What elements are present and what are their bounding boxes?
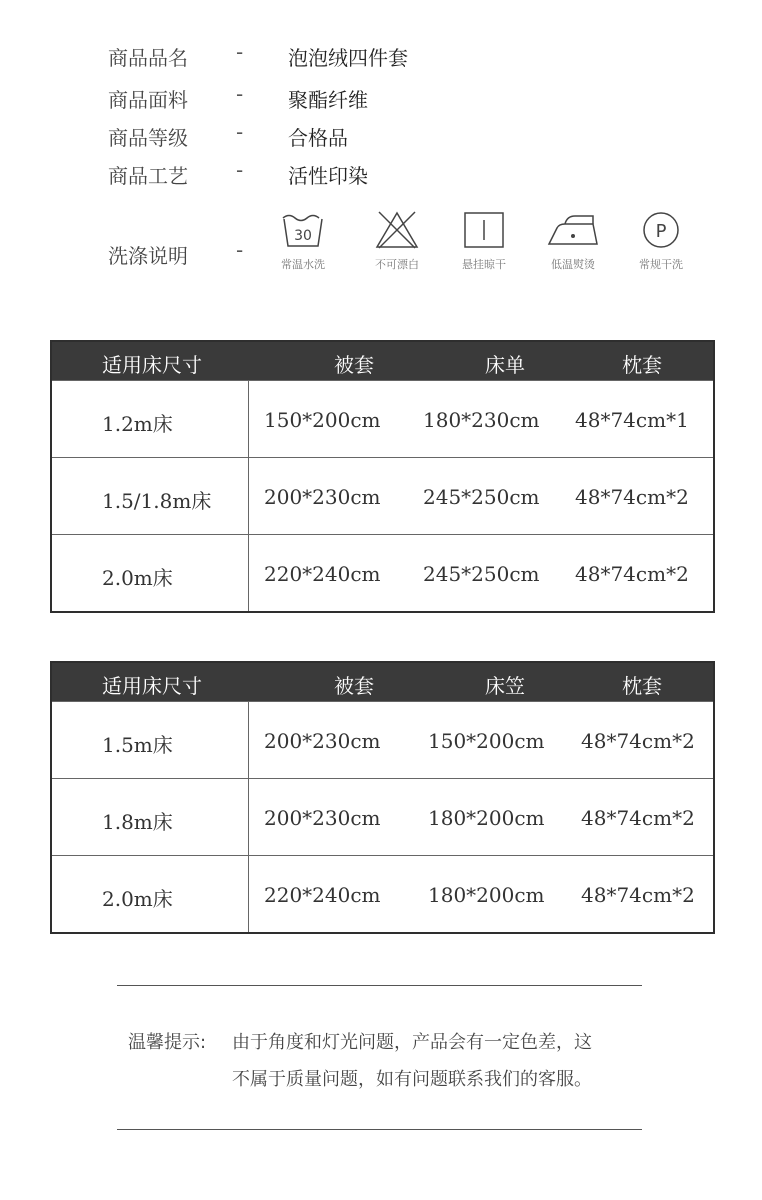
header-cell: 枕套 <box>622 674 662 698</box>
size-table-sheet <box>50 340 715 613</box>
tip-line: 不属于质量问题，如有问题联系我们的客服。 <box>232 1069 592 1090</box>
care-caption: 常规干洗 <box>639 258 683 271</box>
info-dash: - <box>236 120 244 144</box>
table-cell: 200*230cm <box>264 729 381 753</box>
table-cell: 1.8m床 <box>102 810 173 834</box>
care-item-no-bleach <box>357 210 437 272</box>
table-cell: 48*74cm*2 <box>575 562 689 586</box>
table-cell: 220*240cm <box>264 562 381 586</box>
table-row <box>52 701 713 778</box>
info-label: 商品工艺 <box>108 164 188 188</box>
table-cell: 48*74cm*2 <box>581 883 695 907</box>
size-table-fitted <box>50 661 715 934</box>
table-cell: 48*74cm*2 <box>581 806 695 830</box>
info-label: 商品面料 <box>108 88 188 112</box>
hang-dry-icon <box>444 210 524 250</box>
table-row <box>52 534 713 611</box>
table-cell: 48*74cm*2 <box>581 729 695 753</box>
tip-label: 温馨提示: <box>128 1032 207 1053</box>
table-cell: 48*74cm*1 <box>575 408 689 432</box>
header-cell: 适用床尺寸 <box>102 353 202 377</box>
care-label: 洗涤说明 <box>108 244 188 268</box>
table-cell: 200*230cm <box>264 806 381 830</box>
low-iron-icon <box>533 210 613 250</box>
info-value: 活性印染 <box>288 164 368 188</box>
table-cell: 180*230cm <box>423 408 540 432</box>
tip-line: 由于角度和灯光问题，产品会有一定色差，这 <box>232 1032 592 1053</box>
divider-top <box>117 985 642 986</box>
wash-temp: 30 <box>294 228 312 244</box>
table-cell: 200*230cm <box>264 485 381 509</box>
header-cell: 床笠 <box>485 674 525 698</box>
table-cell: 1.5m床 <box>102 733 173 757</box>
info-value: 合格品 <box>288 126 348 150</box>
info-value: 泡泡绒四件套 <box>288 46 408 70</box>
table-cell: 245*250cm <box>423 562 540 586</box>
table-cell: 245*250cm <box>423 485 540 509</box>
care-caption: 悬挂晾干 <box>462 258 506 271</box>
table-cell: 1.2m床 <box>102 412 173 436</box>
care-caption: 低温熨烫 <box>551 258 595 271</box>
table-row <box>52 778 713 855</box>
care-instructions <box>108 210 708 280</box>
care-item-hang-dry <box>444 210 524 272</box>
table-cell: 150*200cm <box>428 729 545 753</box>
info-value: 聚酯纤维 <box>288 88 368 112</box>
header-cell: 枕套 <box>622 353 662 377</box>
dry-clean-letter: P <box>655 221 667 242</box>
care-caption: 不可漂白 <box>375 258 419 271</box>
divider-bottom <box>117 1129 642 1130</box>
table-cell: 48*74cm*2 <box>575 485 689 509</box>
column-divider <box>248 380 249 611</box>
column-divider <box>248 701 249 932</box>
table-cell: 180*200cm <box>428 883 545 907</box>
table-header <box>52 342 713 380</box>
info-dash: - <box>236 40 244 64</box>
header-cell: 适用床尺寸 <box>102 674 202 698</box>
care-item-wash <box>263 210 343 272</box>
table-header <box>52 663 713 701</box>
dry-clean-p-icon <box>621 210 701 250</box>
info-dash: - <box>236 158 244 182</box>
header-cell: 被套 <box>334 353 374 377</box>
header-cell: 床单 <box>485 353 525 377</box>
header-cell: 被套 <box>334 674 374 698</box>
table-row <box>52 855 713 932</box>
table-cell: 180*200cm <box>428 806 545 830</box>
table-cell: 1.5/1.8m床 <box>102 489 212 513</box>
table-row <box>52 457 713 534</box>
wash-30-icon <box>263 210 343 250</box>
table-cell: 2.0m床 <box>102 566 173 590</box>
care-dash: - <box>236 238 244 262</box>
table-cell: 220*240cm <box>264 883 381 907</box>
care-item-dry-clean <box>621 210 701 272</box>
table-cell: 2.0m床 <box>102 887 173 911</box>
table-row <box>52 380 713 457</box>
table-cell: 150*200cm <box>264 408 381 432</box>
info-label: 商品等级 <box>108 126 188 150</box>
care-item-low-iron <box>533 210 613 272</box>
info-label: 商品品名 <box>108 46 188 70</box>
care-caption: 常温水洗 <box>281 258 325 271</box>
no-bleach-icon <box>357 210 437 250</box>
info-dash: - <box>236 82 244 106</box>
